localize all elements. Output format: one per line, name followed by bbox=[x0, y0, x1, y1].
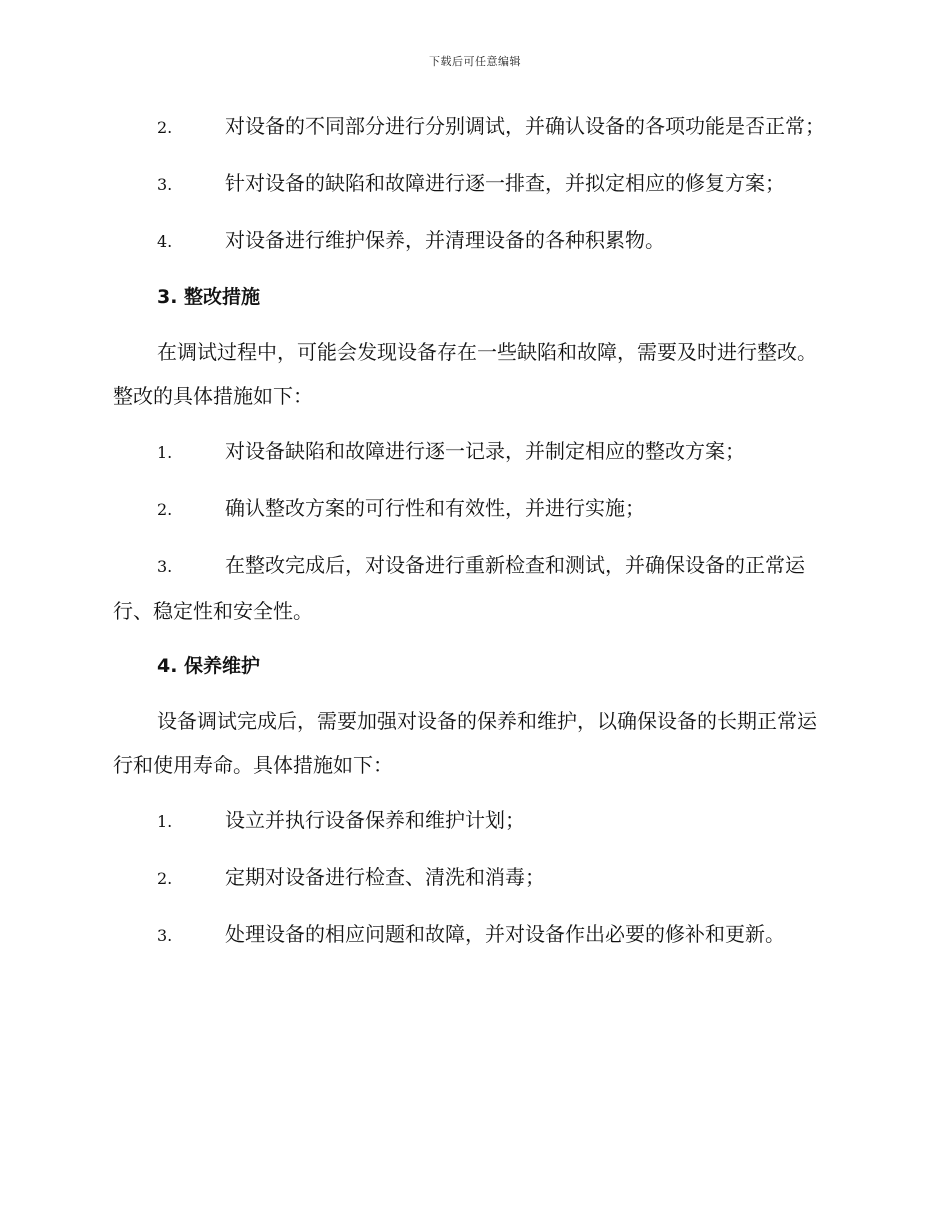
list-item bbox=[113, 486, 833, 532]
list-item bbox=[113, 161, 833, 207]
list-text: 对设备缺陷和故障进行逐一记录，并制定相应的整改方案； bbox=[225, 439, 745, 463]
section-heading-maintenance: 4. 保养维护 bbox=[157, 655, 261, 677]
list-item bbox=[113, 912, 833, 958]
list-text: 处理设备的相应问题和故障，并对设备作出必要的修补和更新。 bbox=[225, 922, 785, 946]
page-header: 下载后可任意编辑 bbox=[429, 55, 521, 68]
list-text: 在整改完成后，对设备进行重新检查和测试，并确保设备的正常运行、稳定性和安全性。 bbox=[113, 553, 805, 623]
list-item bbox=[113, 543, 833, 633]
list-number: 3. bbox=[157, 557, 173, 576]
list-number: 4. bbox=[157, 232, 173, 251]
section-heading-rectification: 3. 整改措施 bbox=[157, 286, 261, 308]
list-item bbox=[113, 218, 833, 264]
document-body bbox=[113, 104, 833, 969]
list-text: 确认整改方案的可行性和有效性，并进行实施； bbox=[225, 496, 645, 520]
list-item bbox=[113, 855, 833, 901]
list-item bbox=[113, 429, 833, 475]
list-text: 对设备进行维护保养，并清理设备的各种积累物。 bbox=[225, 228, 665, 252]
list-number: 2. bbox=[157, 869, 173, 888]
list-number: 2. bbox=[157, 118, 173, 137]
list-number: 3. bbox=[157, 175, 173, 194]
list-text: 设立并执行设备保养和维护计划； bbox=[225, 808, 525, 832]
list-number: 3. bbox=[157, 926, 173, 945]
list-number: 1. bbox=[157, 812, 173, 831]
section-intro-maintenance: 设备调试完成后，需要加强对设备的保养和维护，以确保设备的长期正常运行和使用寿命。具体措施如下： bbox=[113, 709, 817, 777]
list-text: 对设备的不同部分进行分别调试，并确认设备的各项功能是否正常； bbox=[225, 114, 825, 138]
list-number: 2. bbox=[157, 500, 173, 519]
list-text: 针对设备的缺陷和故障进行逐一排查，并拟定相应的修复方案； bbox=[225, 171, 785, 195]
section-intro-rectification: 在调试过程中，可能会发现设备存在一些缺陷和故障，需要及时进行整改。整改的具体措施如下： bbox=[113, 340, 817, 408]
list-item bbox=[113, 798, 833, 844]
list-text: 定期对设备进行检查、清洗和消毒； bbox=[225, 865, 545, 889]
list-number: 1. bbox=[157, 443, 173, 462]
list-item bbox=[113, 104, 833, 150]
